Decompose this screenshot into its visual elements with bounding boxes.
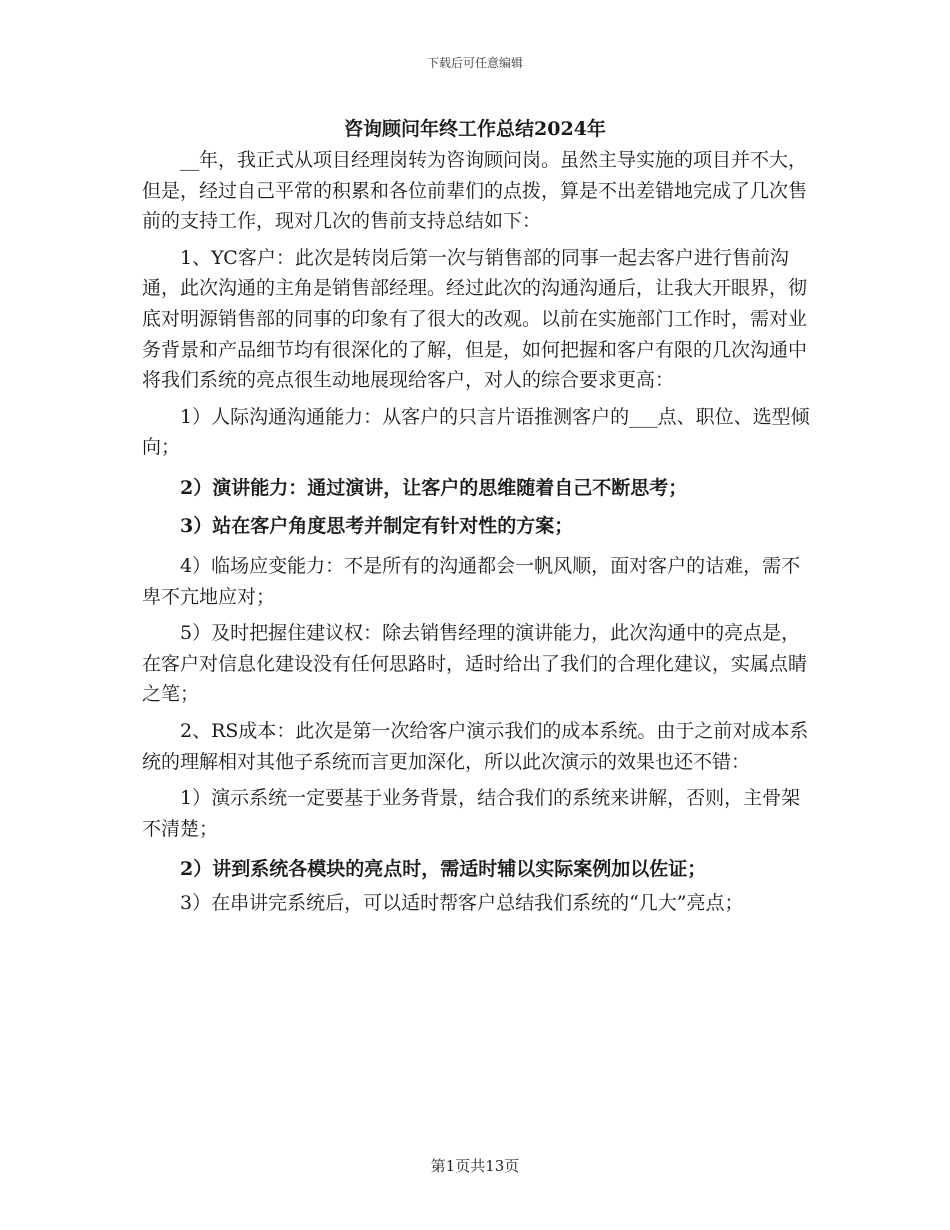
list-item-case-study: 2）讲到系统各模块的亮点时，需适时辅以实际案例加以佐证；	[180, 858, 707, 881]
paragraph-intro: __年，我正式从项目经理岗转为咨询顾问岗。虽然主导实施的项目并不大，但是，经过自己平常的积累和各位前辈们的点拨，算是不出差错地完成了几次售前的支持工作，现对几次的售前支持总结如下：	[142, 149, 808, 233]
list-item-customer-perspective: 3）站在客户角度思考并制定有针对性的方案；	[180, 514, 574, 537]
paragraph-yc-client: 1、YC客户：此次是转岗后第一次与销售部的同事一起去客户进行售前沟通，此次沟通的主角是销售部经理。经过此次的沟通沟通后，让我大开眼界，彻底对明源销售部的同事的印象有了很大的改观。以前在实施部门工作时，需对业务背景和产品细节均有很深化的了解，但是，如何把握和客户有限的几次沟通中将我们系统的亮点很生动地展现给客户，对人的综合要求更高：	[142, 246, 808, 392]
list-item-communication: 1）人际沟通沟通能力：从客户的只言片语推测客户的___点、职位、选型倾向；	[142, 405, 810, 459]
list-item-advice: 5）及时把握住建议权：除去销售经理的演讲能力，此次沟通中的亮点是，在客户对信息化建设没有任何思路时，适时给出了我们的合理化建议，实属点睛之笔；	[142, 622, 808, 706]
list-item-speech: 2）演讲能力：通过演讲，让客户的思维随着自己不断思考；	[180, 476, 688, 499]
header-note: 下载后可任意编辑	[426, 56, 523, 70]
list-item-adaptability: 4）临场应变能力：不是所有的沟通都会一帆风顺，面对客户的诘难，需不卑不亢地应对；	[142, 554, 801, 608]
document-title: 咨询顾问年终工作总结2024年	[344, 118, 606, 140]
document-body	[142, 145, 818, 919]
page-number: 第1页共13页	[430, 1157, 520, 1175]
paragraph-rs-cost: 2、RS成本：此次是第一次给客户演示我们的成本系统。由于之前对成本系统的理解相对其他子系统而言更加深化，所以此次演示的效果也还不错：	[142, 719, 809, 773]
list-item-business-background: 1）演示系统一定要基于业务背景，结合我们的系统来讲解，否则，主骨架不清楚；	[142, 787, 801, 840]
list-item-summary: 3）在串讲完系统后，可以适时帮客户总结我们系统的“几大”亮点；	[180, 892, 744, 915]
